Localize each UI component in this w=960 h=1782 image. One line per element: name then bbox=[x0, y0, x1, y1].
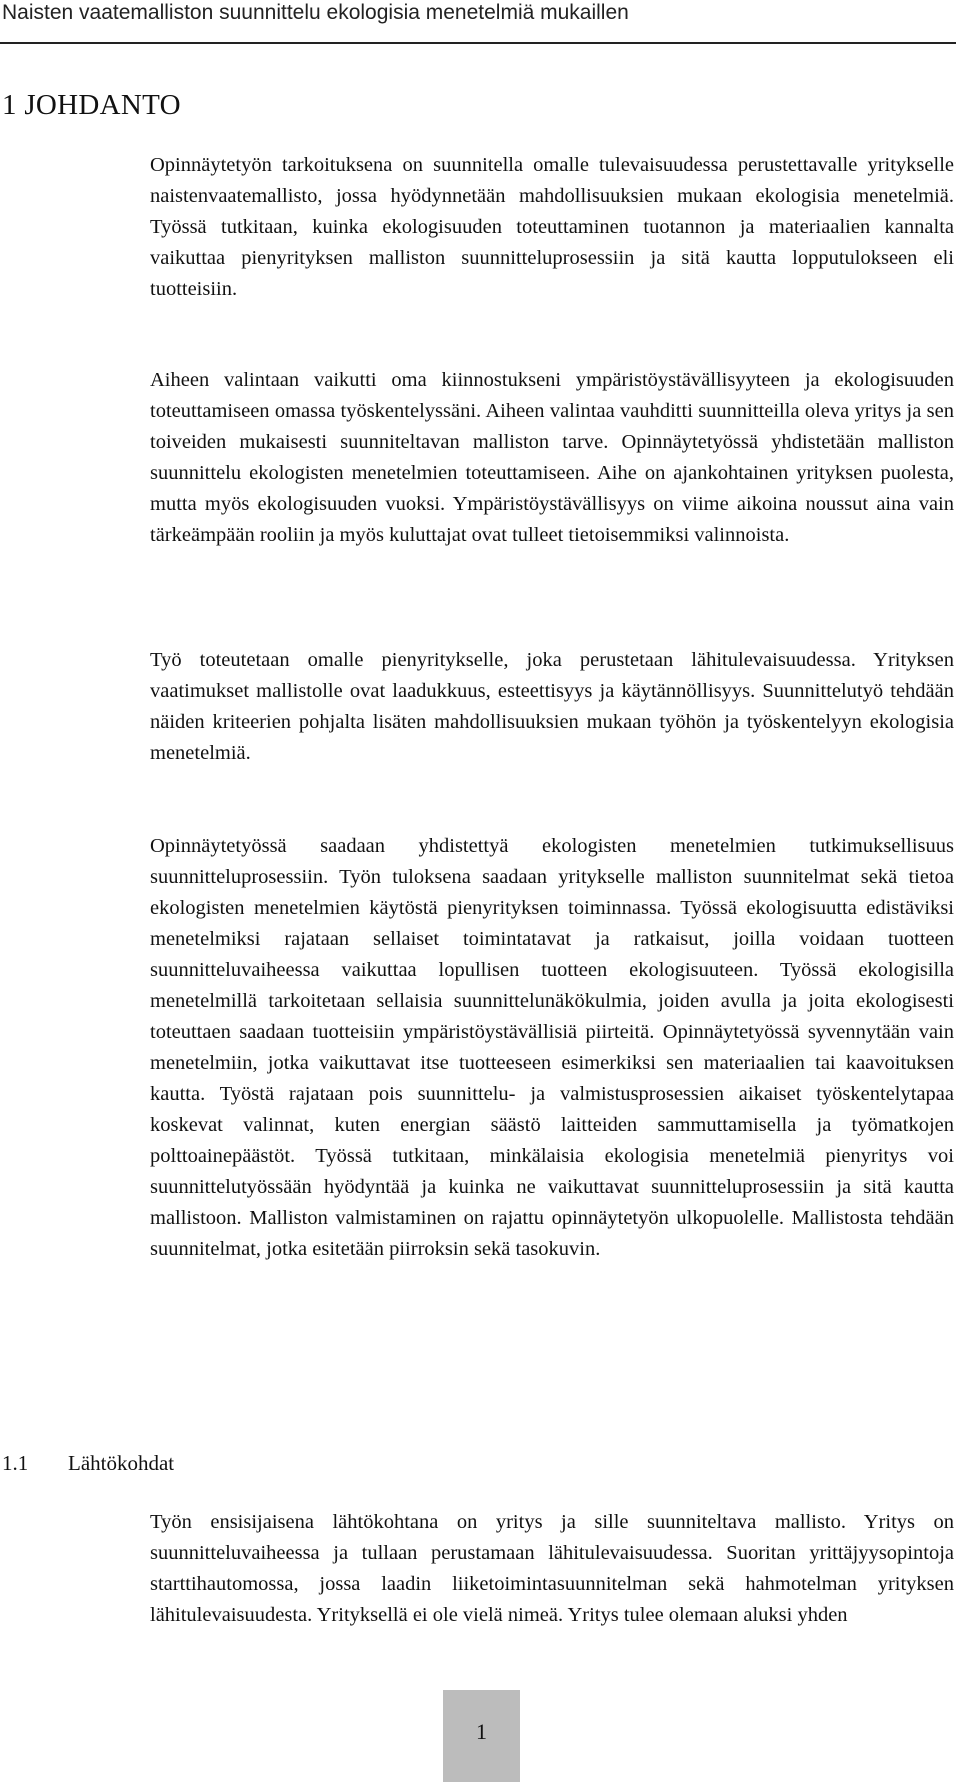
page-number: 1 bbox=[443, 1690, 520, 1782]
body-paragraph: Opinnäytetyön tarkoituksena on suunnitella omalle tulevaisuudessa perustettavalle yritykselle naistenvaatemallisto, jossa hyödynnetään mahdollisuuksien mukaan ekologisia menetelmiä. Työssä tutkitaan, kuinka ekologisuuden toteuttaminen tuotannon ja materiaalien kannalta vaikuttaa pienyrityksen malliston suunnitteluprosessiin ja sitä kautta lopputulokseen eli tuotteisiin. bbox=[150, 154, 954, 300]
body-paragraph: Työ toteutetaan omalle pienyritykselle, joka perustetaan lähitulevaisuudessa. Yrityksen vaatimukset mallistolle ovat laadukkuus, esteettisyys ja käytännöllisyys. Suunnittelutyö tehdään näiden kriteerien pohjalta lisäten mahdollisuuksien mukaan työhön ja työskentelyyn ekologisia menetelmiä. bbox=[150, 649, 954, 764]
running-header-title: Naisten vaatemalliston suunnittelu ekologisia menetelmiä mukaillen bbox=[2, 1, 629, 24]
section-number: 1.1 bbox=[2, 1451, 29, 1475]
body-paragraph: Aiheen valintaan vaikutti oma kiinnostukseni ympäristöystävällisyyteen ja ekologisuuden toteuttamiseen omassa työskentelyssäni. Aiheen valintaa vauhditti suunnitteilla oleva yritys ja sen toiveiden mukaisesti suunniteltavan malliston tarve. Opinnäytetyössä yhdistetään malliston suunnittelu ekologisten menetelmien toteuttamiseen. Aihe on ajankohtainen yrityksen puolesta, mutta myös ekologisuuden vuoksi. Ympäristöystävällisyys on viime aikoina noussut aina vain tärkeämpään rooliin ja myös kuluttajat ovat tulleet tietoisemmiksi valinnoista. bbox=[150, 369, 954, 546]
running-header bbox=[0, 0, 956, 44]
body-paragraph: Opinnäytetyössä saadaan yhdistettyä ekologisten menetelmien tutkimuksellisuus suunnitteluprosessiin. Työn tuloksena saadaan yritykselle malliston suunnitelmat sekä tietoa ekologisten menetelmien käytöstä pienyrityksen toiminnassa. Työssä ekologisuutta edistäviksi menetelmiksi rajataan sellaiset toimintatavat ja ratkaisut, joilla voidaan tuotteen suunnitteluvaiheessa vaikuttaa lopullisen tuotteen ekologisuuteen. Työssä ekologisilla menetelmillä tarkoitetaan sellaisia suunnittelunäkökulmia, joiden avulla ja joita ekologisesti toteuttaen saadaan tuotteisiin ympäristöystävällisiä piirteitä. Opinnäytetyössä syvennytään vain menetelmiin, jotka vaikuttavat itse tuotteeseen esimerkiksi sen materiaalien tai kaavoituksen kautta. Työstä rajataan pois suunnittelu- ja valmistusprosessien aikaiset työskentelytapaa koskevat valinnat, kuten energian säästö laitteiden sammuttamisella ja työmatkojen polttoainepäästöt. Työssä tutkitaan, minkälaisia ekologisia menetelmiä pienyritys voi suunnittelutyössään hyödyntää ja kuinka ne vaikuttavat suunnitteluprosessiin ja sitä kautta mallistoon. Malliston valmistaminen on rajattu opinnäytetyön ulkopuolelle. Mallistosta tehdään suunnitelmat, jotka esitetään piirroksin sekä tasokuvin. bbox=[150, 835, 954, 1260]
section-paragraph: Työn ensisijaisena lähtökohtana on yritys ja sille suunniteltava mallisto. Yritys on suunnitteluvaiheessa ja tullaan perustamaan lähitulevaisuudessa. Suoritan yrittäjyysopintoja starttihautomossa, jossa laadin liiketoimintasuunnitelman sekä hahmotelman yrityksen lähitulevaisuudesta. Yrityksellä ei ole vielä nimeä. Yritys tulee olemaan aluksi yhden bbox=[150, 1511, 954, 1626]
section-heading bbox=[2, 1450, 174, 1476]
chapter-heading: 1 JOHDANTO bbox=[2, 89, 181, 121]
section-title: Lähtökohdat bbox=[68, 1451, 175, 1475]
